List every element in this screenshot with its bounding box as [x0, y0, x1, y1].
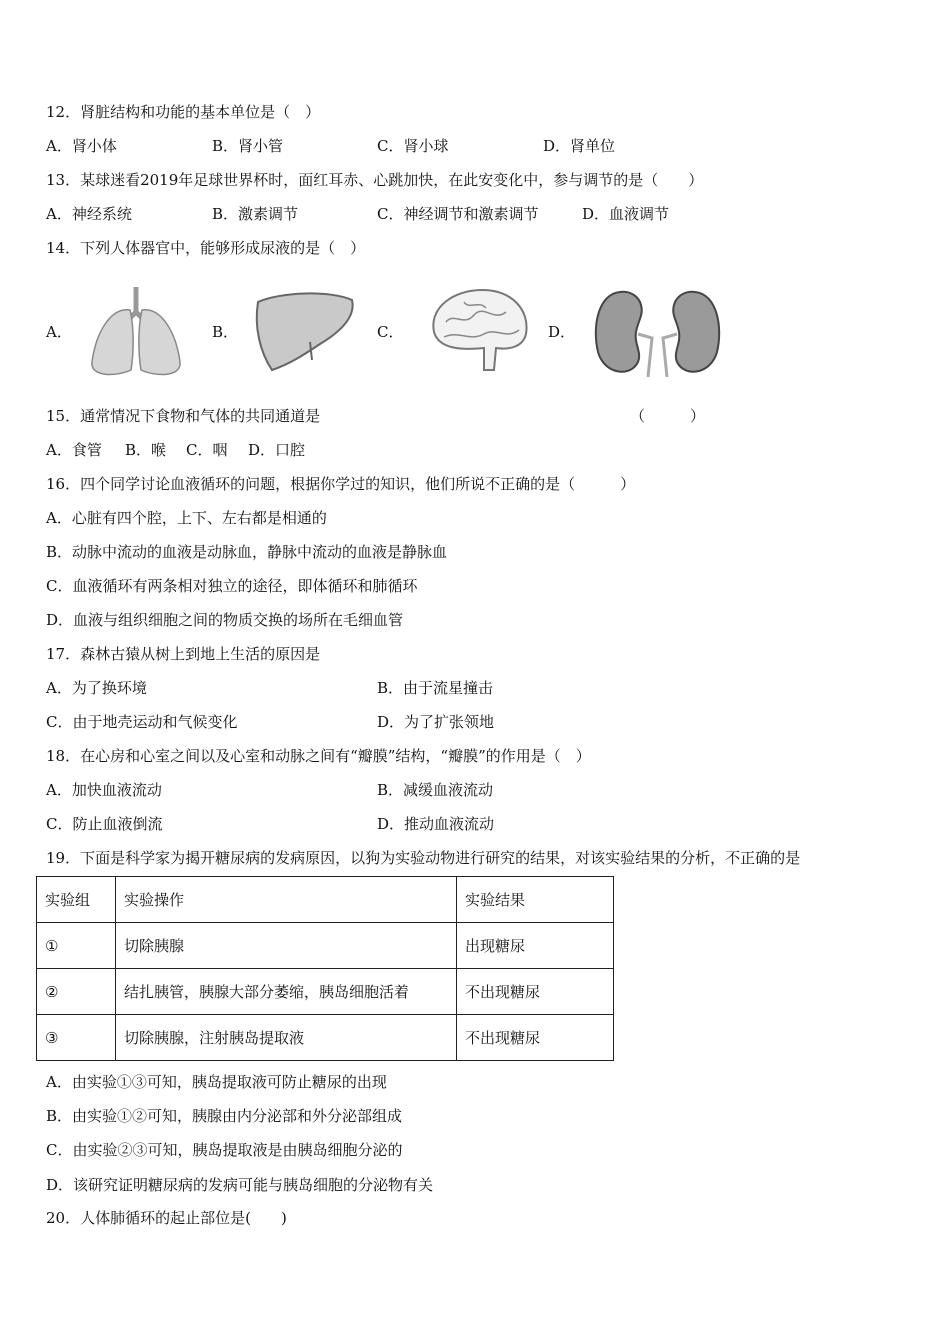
q18-option-a: A．加快血液流动 [46, 781, 162, 799]
q18-option-b: B．减缓血液流动 [377, 781, 494, 799]
q14-option-c: C． [377, 323, 404, 341]
q19-option-a: A．由实验①③可知，胰岛提取液可防止糖尿的出现 [46, 1073, 387, 1091]
q16-option-d: D．血液与组织细胞之间的物质交换的场所在毛细血管 [46, 611, 404, 629]
q15-option-a: A．食管 [46, 441, 102, 459]
table-cell: ③ [37, 1015, 116, 1061]
q17-option-a: A．为了换环境 [46, 679, 147, 697]
q19-option-d: D．该研究证明糖尿病的发病可能与胰岛细胞的分泌物有关 [46, 1176, 434, 1194]
kidneys-image [590, 282, 725, 382]
q18-stem: 18．在心房和心室之间以及心室和动脉之间有“瓣膜”结构，“瓣膜”的作用是（ ） [46, 747, 591, 765]
liver-image [250, 282, 360, 377]
lungs-image [86, 282, 186, 382]
q18-option-d: D．推动血液流动 [377, 815, 495, 833]
q17-stem: 17．森林古猿从树上到地上生活的原因是 [46, 645, 321, 663]
q19-stem: 19．下面是科学家为揭开糖尿病的发病原因，以狗为实验动物进行研究的结果，对该实验结果的分析，不正确的是 [46, 849, 801, 867]
q15-option-b: B．喉 [125, 441, 167, 459]
table-row [37, 969, 614, 1015]
table-cell: 出现糖尿 [457, 923, 614, 969]
q16-option-b: B．动脉中流动的血液是动脉血，静脉中流动的血液是静脉血 [46, 543, 448, 561]
table-header-row [37, 877, 614, 923]
q13-option-a: A．神经系统 [46, 205, 132, 223]
table-cell: 结扎胰管，胰腺大部分萎缩，胰岛细胞活着 [116, 969, 457, 1015]
q14-stem: 14．下列人体器官中，能够形成尿液的是（ ） [46, 239, 366, 257]
q16-stem: 16．四个同学讨论血液循环的问题，根据你学过的知识，他们所说不正确的是（ ） [46, 475, 636, 493]
table-cell: ② [37, 969, 116, 1015]
table-cell: ① [37, 923, 116, 969]
q14-option-b: B． [212, 323, 239, 341]
q15-option-c: C．咽 [186, 441, 228, 459]
q20-stem: 20．人体肺循环的起止部位是( ) [46, 1209, 287, 1227]
q12-option-c: C．肾小球 [377, 137, 449, 155]
q12-stem: 12．肾脏结构和功能的基本单位是（ ） [46, 103, 321, 121]
q16-option-a: A．心脏有四个腔，上下、左右都是相通的 [46, 509, 327, 527]
q13-option-d: D．血液调节 [582, 205, 670, 223]
q19-option-b: B．由实验①②可知，胰腺由内分泌部和外分泌部组成 [46, 1107, 403, 1125]
q14-option-d: D． [548, 323, 576, 341]
table-row [37, 1015, 614, 1061]
q17-option-b: B．由于流星撞击 [377, 679, 494, 697]
q12-option-d: D．肾单位 [543, 137, 616, 155]
brain-image [424, 282, 536, 377]
q13-stem: 13．某球迷看2019年足球世界杯时，面红耳赤、心跳加快，在此安变化中，参与调节的是（ ） [46, 171, 704, 189]
q15-answer-paren: （ ） [630, 407, 706, 425]
experiment-table [36, 876, 614, 1061]
q12-option-a: A．肾小体 [46, 137, 117, 155]
q15-stem: 15．通常情况下食物和气体的共同通道是 [46, 407, 321, 425]
q12-option-b: B．肾小管 [212, 137, 284, 155]
table-header-cell: 实验组 [37, 877, 116, 923]
table-cell: 不出现糖尿 [457, 969, 614, 1015]
q17-option-d: D．为了扩张领地 [377, 713, 495, 731]
table-cell: 切除胰腺，注射胰岛提取液 [116, 1015, 457, 1061]
q16-option-c: C．血液循环有两条相对独立的途径，即体循环和肺循环 [46, 577, 418, 595]
q13-option-b: B．激素调节 [212, 205, 299, 223]
q14-option-a: A． [46, 323, 72, 341]
table-header-cell: 实验结果 [457, 877, 614, 923]
q15-option-d: D．口腔 [248, 441, 306, 459]
q18-option-c: C．防止血液倒流 [46, 815, 163, 833]
q13-option-c: C．神经调节和激素调节 [377, 205, 539, 223]
q19-option-c: C．由实验②③可知，胰岛提取液是由胰岛细胞分泌的 [46, 1141, 403, 1159]
table-header-cell: 实验操作 [116, 877, 457, 923]
table-cell: 切除胰腺 [116, 923, 457, 969]
q17-option-c: C．由于地壳运动和气候变化 [46, 713, 238, 731]
table-row [37, 923, 614, 969]
table-cell: 不出现糖尿 [457, 1015, 614, 1061]
